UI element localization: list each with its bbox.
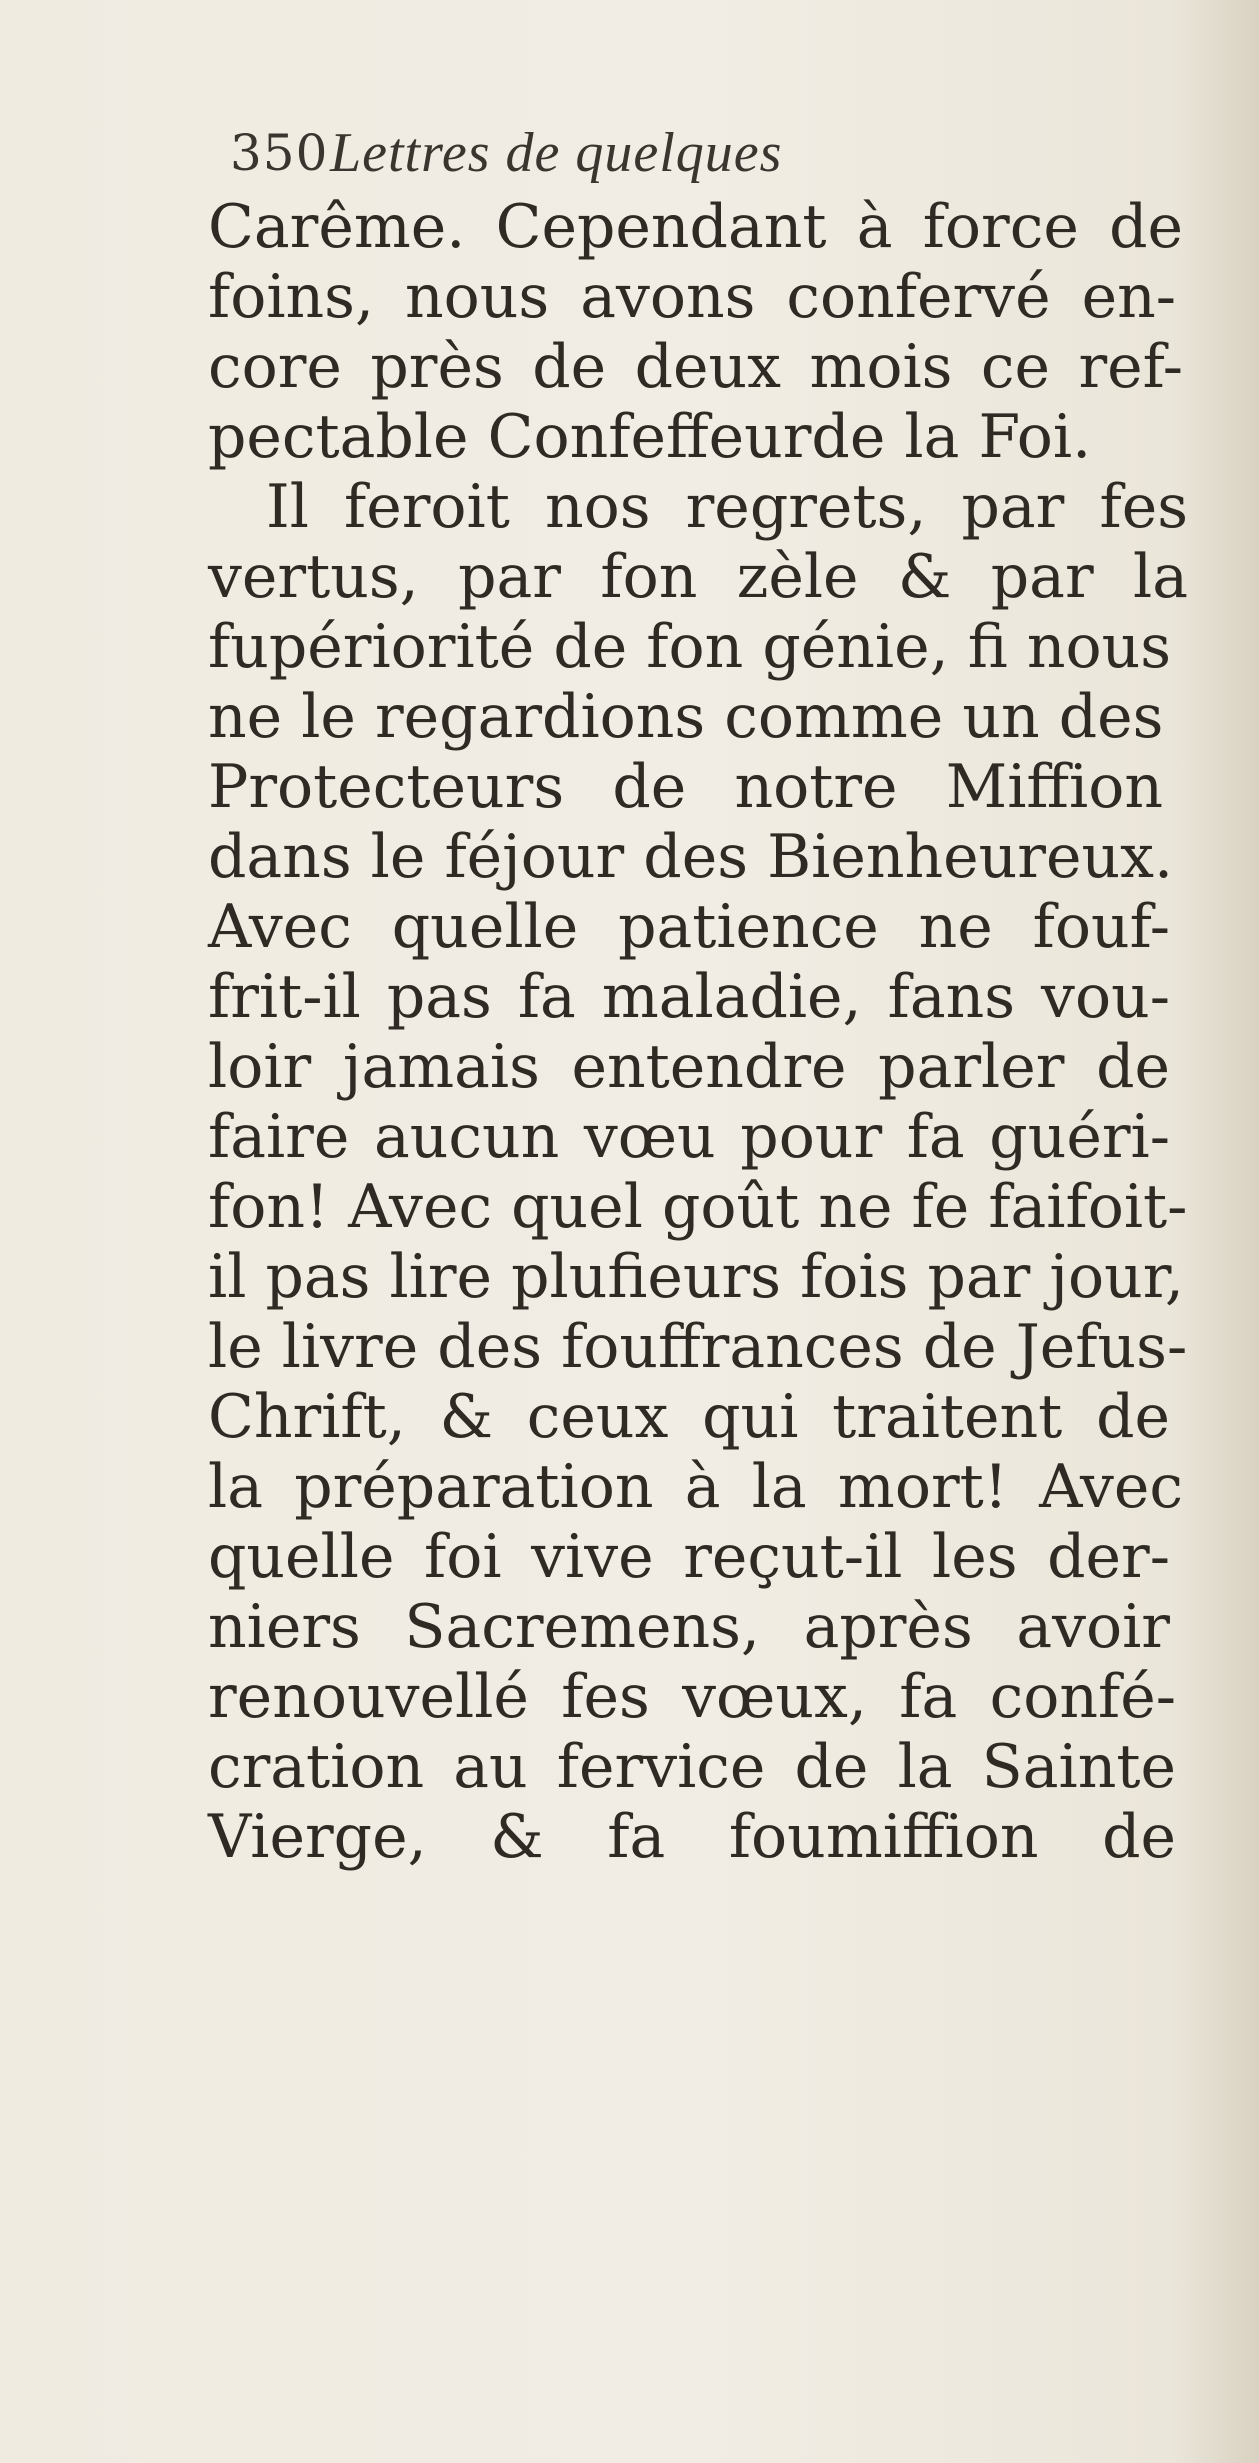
text-line: ne le regardions comme un des (208, 682, 1164, 752)
text-line: fupériorité de fon génie, fi nous (208, 612, 1172, 682)
text-line: il pas lire plufieurs fois par jour, (208, 1242, 1184, 1312)
text-line: loir jamais entendre parler de (208, 1032, 1170, 1102)
text-line: cration au fervice de la Sainte (208, 1732, 1176, 1802)
text-line: la préparation à la mort! Avec (208, 1452, 1183, 1522)
text-line: vertus, par fon zèle & par la (208, 542, 1188, 612)
text-line: fon! Avec quel goût ne fe faifoit- (208, 1172, 1188, 1242)
text-line: faire aucun vœu pour fa guéri- (208, 1102, 1170, 1172)
text-line: Vierge, & fa foumiffion de (208, 1802, 1176, 1872)
text-line: foins, nous avons confervé en- (208, 262, 1176, 332)
text-line: renouvellé fes vœux, fa confé- (208, 1662, 1176, 1732)
page-number: 350 (230, 124, 329, 182)
text-line: core près de deux mois ce ref- (208, 332, 1183, 402)
text-line: Protecteurs de notre Miffion (208, 752, 1163, 822)
text-line: dans le féjour des Bienheureux. (208, 822, 1174, 892)
body-text (208, 192, 1208, 1872)
running-head (230, 118, 1130, 188)
text-line: Il feroit nos regrets, par fes (266, 472, 1188, 542)
text-line: frit-il pas fa maladie, fans vou- (208, 962, 1170, 1032)
text-line: Chrift, & ceux qui traitent de (208, 1382, 1170, 1452)
text-line: le livre des fouffrances de Jefus- (208, 1312, 1188, 1382)
text-line: pectable Confeffeurde la Foi. (208, 402, 1092, 472)
text-line: Carême. Cependant à force de (208, 192, 1183, 262)
text-line: Avec quelle patience ne fouf- (208, 892, 1170, 962)
running-title: Lettres de quelques (330, 122, 783, 184)
text-line: niers Sacremens, après avoir (208, 1592, 1170, 1662)
text-line: quelle foi vive reçut-il les der- (208, 1522, 1170, 1592)
